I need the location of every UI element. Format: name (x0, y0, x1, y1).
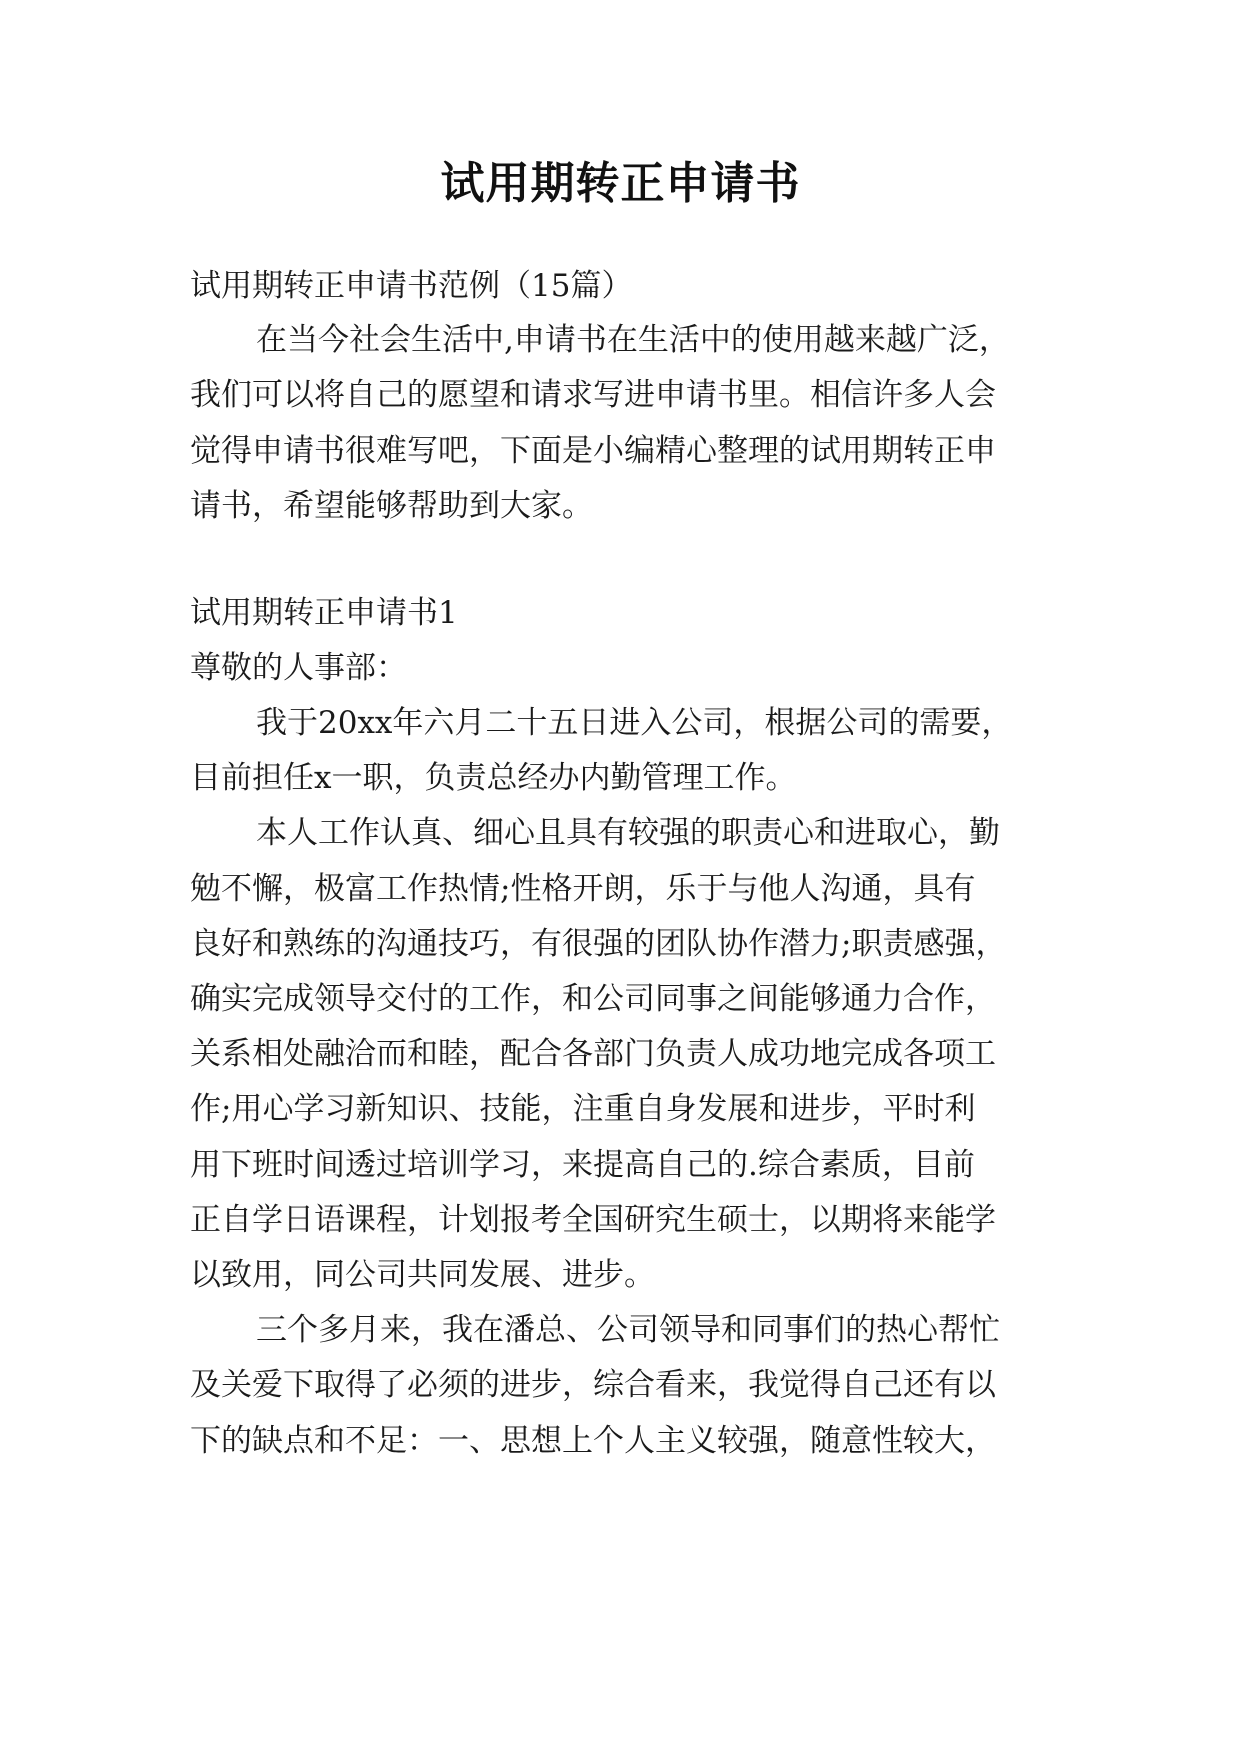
paragraph-line: 用下班时间透过培训学习，来提高自己的.综合素质，目前 (190, 1147, 975, 1183)
paragraph-line: 良好和熟练的沟通技巧，有很强的团队协作潜力;职责感强， (190, 926, 1007, 962)
paragraph-line: 下的缺点和不足：一、思想上个人主义较强，随意性较大， (190, 1423, 996, 1459)
section-heading: 试用期转正申请书1 (190, 595, 458, 631)
paragraph-line: 目前担任x一职，负责总经办内勤管理工作。 (190, 760, 797, 796)
paragraph-line: 作;用心学习新知识、技能，注重自身发展和进步，平时利 (190, 1091, 976, 1127)
paragraph-line: 三个多月来，我在潘总、公司领导和同事们的热心帮忙 (256, 1312, 1000, 1348)
paragraph-line: 本人工作认真、细心且具有较强的职责心和进取心，勤 (256, 815, 1000, 851)
paragraph-line: 正自学日语课程，计划报考全国研究生硕士，以期将来能学 (190, 1202, 996, 1238)
subtitle-line: 试用期转正申请书范例（15篇） (190, 268, 633, 304)
paragraph-line: 以致用，同公司共同发展、进步。 (190, 1257, 655, 1293)
intro-line: 请书，希望能够帮助到大家。 (190, 488, 593, 524)
paragraph-line: 我于20xx年六月二十五日进入公司，根据公司的需要， (256, 705, 1013, 741)
intro-line: 我们可以将自己的愿望和请求写进申请书里。相信许多人会 (190, 377, 996, 413)
paragraph-line: 及关爱下取得了必须的进步，综合看来，我觉得自己还有以 (190, 1367, 996, 1403)
paragraph-line: 勉不懈，极富工作热情;性格开朗，乐于与他人沟通，具有 (190, 871, 976, 907)
intro-line: 觉得申请书很难写吧，下面是小编精心整理的试用期转正申 (190, 433, 996, 469)
paragraph-line: 关系相处融洽而和睦，配合各部门负责人成功地完成各项工 (190, 1036, 996, 1072)
intro-line: 在当今社会生活中,申请书在生活中的使用越来越广泛， (256, 322, 1010, 358)
paragraph-line: 确实完成领导交付的工作，和公司同事之间能够通力合作， (190, 981, 996, 1017)
document-title: 试用期转正申请书 (440, 158, 801, 209)
salutation: 尊敬的人事部： (190, 650, 407, 686)
